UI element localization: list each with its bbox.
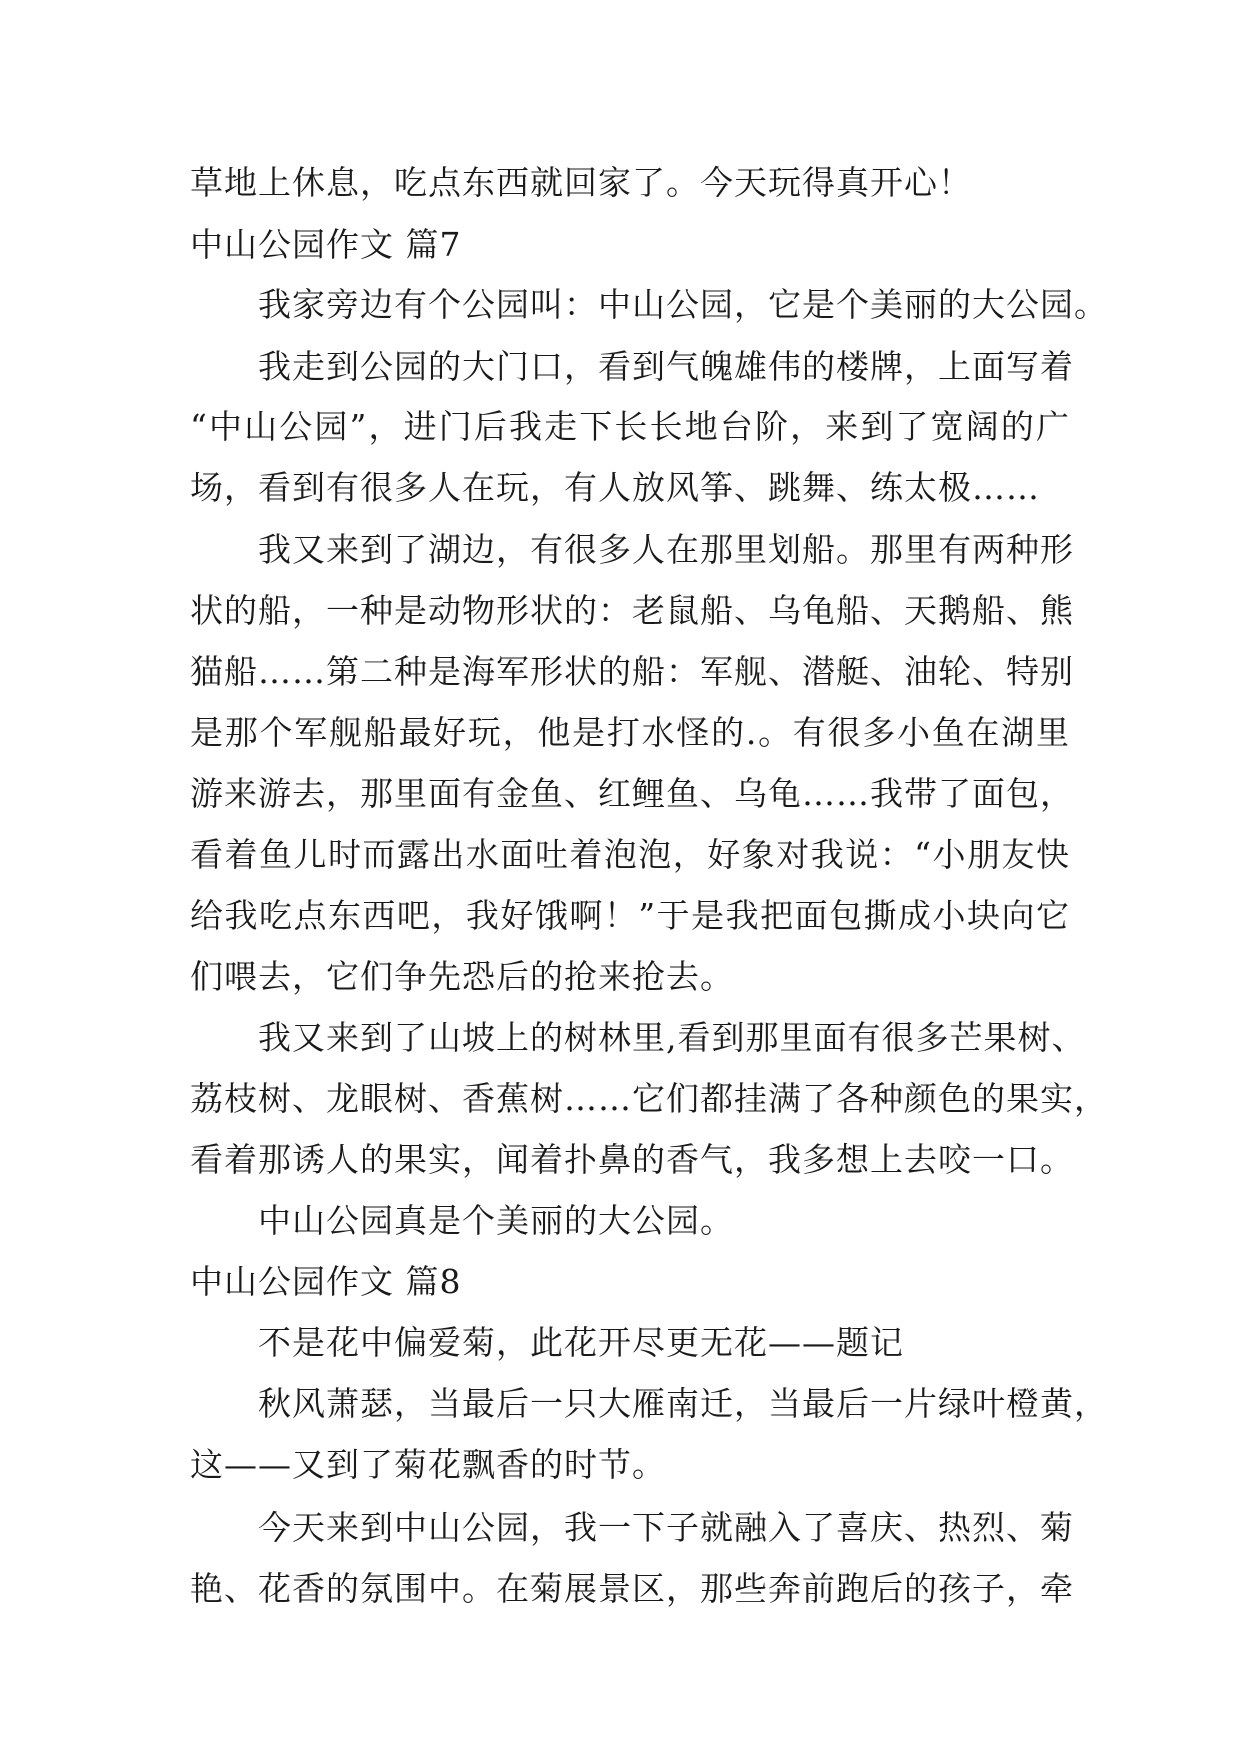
paragraph-line: 草地上休息，吃点东西就回家了。今天玩得真开心！ <box>190 163 972 202</box>
paragraph-line: 状的船，一种是动物形状的：老鼠船、乌龟船、天鹅船、熊 <box>190 591 1074 630</box>
paragraph-line: 场，看到有很多人在玩，有人放风筝、跳舞、练太极…… <box>190 468 1040 507</box>
paragraph-line: 我又来到了山坡上的树林里,看到那里面有很多芒果树、 <box>258 1018 1086 1057</box>
paragraph-line: 中山公园真是个美丽的大公园。 <box>258 1201 734 1240</box>
paragraph-line: 今天来到中山公园，我一下子就融入了喜庆、热烈、菊 <box>258 1508 1074 1547</box>
paragraph-line: 荔枝树、龙眼树、香蕉树……它们都挂满了各种颜色的果实， <box>190 1079 1108 1118</box>
paragraph-line: 我家旁边有个公园叫：中山公园，它是个美丽的大公园。 <box>258 285 1108 324</box>
section-heading: 中山公园作文 篇8 <box>190 1262 462 1301</box>
paragraph-line: 猫船……第二种是海军形状的船：军舰、潜艇、油轮、特别 <box>190 652 1074 691</box>
paragraph-line: 我又来到了湖边，有很多人在那里划船。那里有两种形 <box>258 530 1074 569</box>
paragraph-line: 艳、花香的氛围中。在菊展景区，那些奔前跑后的孩子，牵 <box>190 1569 1074 1608</box>
paragraph-line: 这——又到了菊花飘香的时节。 <box>190 1445 666 1484</box>
paragraph-line: 给我吃点东西吧，我好饿啊！”于是我把面包撕成小块向它 <box>190 896 1070 935</box>
paragraph-line: 不是花中偏爱菊，此花开尽更无花——题记 <box>258 1323 904 1362</box>
paragraph-line: 是那个军舰船最好玩，他是打水怪的.。有很多小鱼在湖里 <box>190 713 1070 752</box>
paragraph-line: 我走到公园的大门口，看到气魄雄伟的楼牌，上面写着 <box>258 347 1074 386</box>
paragraph-line: 游来游去，那里面有金鱼、红鲤鱼、乌龟……我带了面包， <box>190 774 1074 813</box>
paragraph-line: “中山公园”，进门后我走下长长地台阶，来到了宽阔的广 <box>190 407 1070 446</box>
paragraph-line: 们喂去，它们争先恐后的抢来抢去。 <box>190 957 734 996</box>
paragraph-line: 看着那诱人的果实，闻着扑鼻的香气，我多想上去咬一口。 <box>190 1140 1074 1179</box>
paragraph-line: 看着鱼儿时而露出水面吐着泡泡，好象对我说：“小朋友快 <box>190 835 1070 874</box>
paragraph-line: 秋风萧瑟，当最后一只大雁南迁，当最后一片绿叶橙黄， <box>258 1384 1108 1423</box>
section-heading: 中山公园作文 篇7 <box>190 225 462 264</box>
